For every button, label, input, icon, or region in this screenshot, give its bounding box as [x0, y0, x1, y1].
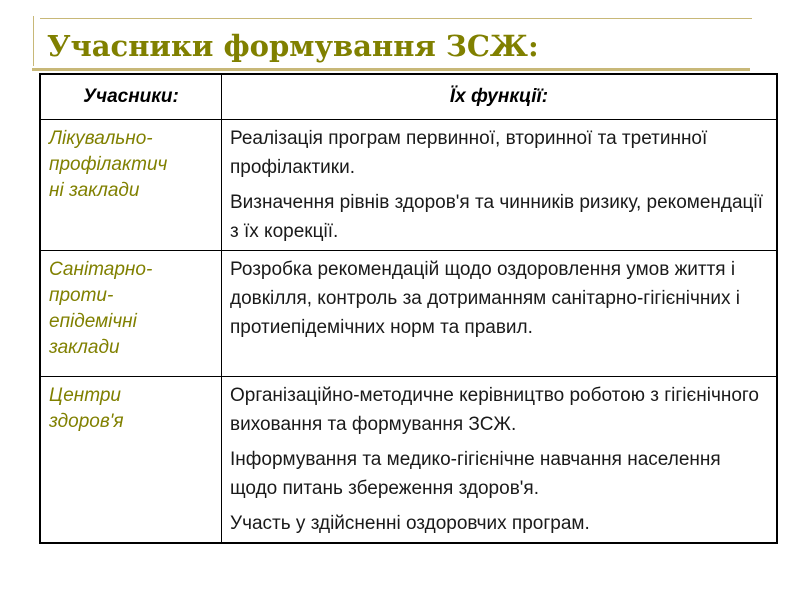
- participant-line: Лікувально-: [49, 128, 153, 149]
- participant-line: ні заклади: [49, 180, 140, 201]
- header-functions: Їх функції:: [222, 74, 778, 120]
- table-row: [40, 377, 777, 544]
- participant-line: проти-: [49, 285, 114, 306]
- title-underline-bar: [32, 68, 750, 71]
- function-text: Реалізація програм первинної, вторинної та третинної профілактики.: [230, 128, 708, 178]
- function-text: Інформування та медико-гігієнічне навчання населення щодо питань збереження здоров'я.: [230, 449, 721, 499]
- participant-line: профілактич: [49, 154, 168, 175]
- functions-cell: [222, 251, 778, 377]
- participant-line: здоров'я: [49, 411, 124, 432]
- participant-cell: [40, 251, 222, 377]
- decor-top-line: [40, 18, 752, 19]
- header-participants: Учасники:: [40, 74, 222, 120]
- table-row: [40, 251, 777, 377]
- function-text: Участь у здійсненні оздоровчих програм.: [230, 513, 590, 534]
- participant-cell: [40, 120, 222, 251]
- participant-line: Санітарно-: [49, 259, 153, 280]
- participants-table: [39, 73, 778, 544]
- participant-line: Центри: [49, 385, 122, 406]
- functions-cell: [222, 377, 778, 544]
- function-text: Розробка рекомендацій щодо оздоровлення умов життя і довкілля, контроль за дотриманням санітарно-гігієнічних і протиепідемічних норм та правил.: [230, 259, 740, 338]
- participant-line: заклади: [49, 337, 120, 358]
- participant-line: епідемічні: [49, 311, 137, 332]
- functions-cell: [222, 120, 778, 251]
- function-text: Визначення рівнів здоров'я та чинників ризику, рекомендації з їх корекції.: [230, 192, 763, 242]
- slide-title: Учасники формування ЗСЖ:: [47, 29, 539, 63]
- participant-cell: [40, 377, 222, 544]
- decor-vertical-line: [33, 16, 34, 66]
- table-row: [40, 120, 777, 251]
- function-text: Організаційно-методичне керівництво роботою з гігієнічного виховання та формування ЗСЖ.: [230, 385, 759, 435]
- table-header-row: [40, 74, 777, 120]
